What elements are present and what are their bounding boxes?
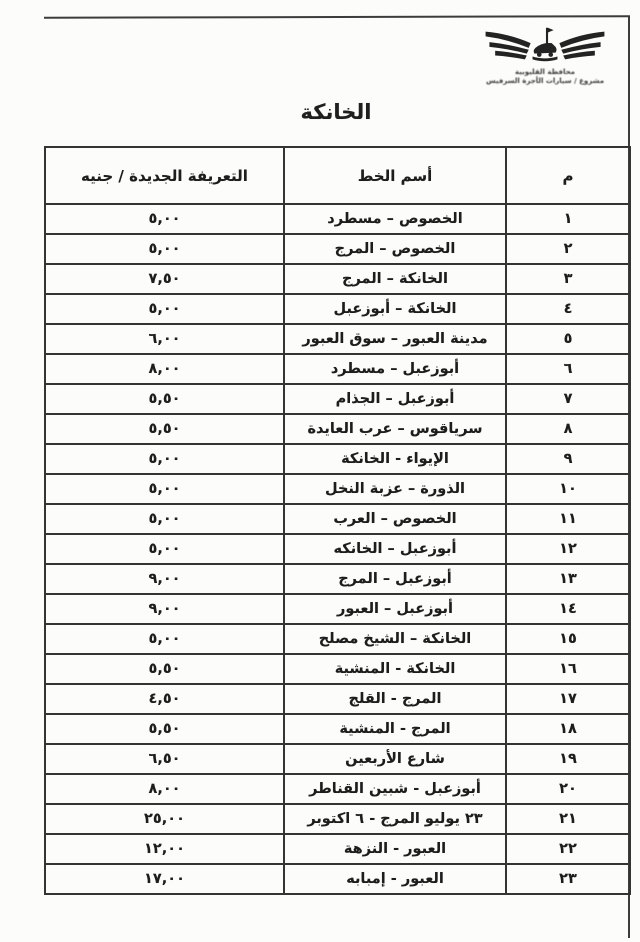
line-name: الخصوص – المرج — [284, 234, 506, 264]
row-index: ١٥ — [506, 624, 630, 654]
row-index: ٦ — [506, 354, 630, 384]
line-name: المرج - القلج — [284, 684, 506, 714]
page-top-border — [44, 15, 630, 19]
line-name: الخانكة – أبوزعبل — [284, 294, 506, 324]
line-tariff: ٦,٠٠ — [45, 324, 284, 354]
line-name: الخصوص – العرب — [284, 504, 506, 534]
header-row — [45, 147, 630, 204]
fare-table — [44, 146, 631, 895]
table-row — [45, 504, 630, 534]
line-tariff: ٧,٥٠ — [45, 264, 284, 294]
table-row — [45, 774, 630, 804]
line-tariff: ٨,٠٠ — [45, 774, 284, 804]
row-index: ١٨ — [506, 714, 630, 744]
line-tariff: ٨,٠٠ — [45, 354, 284, 384]
line-tariff: ٦,٥٠ — [45, 744, 284, 774]
line-tariff: ٥,٠٠ — [45, 234, 284, 264]
fare-table-body — [45, 204, 630, 894]
row-index: ١٢ — [506, 534, 630, 564]
table-row — [45, 384, 630, 414]
fare-table-header — [45, 147, 630, 204]
row-index: ٢١ — [506, 804, 630, 834]
line-tariff: ٥,٥٠ — [45, 714, 284, 744]
table-row — [45, 234, 630, 264]
line-name: أبوزعبل – الخانكه — [284, 534, 506, 564]
row-index: ١٧ — [506, 684, 630, 714]
line-name: الخانكة – المرج — [284, 264, 506, 294]
row-index: ٢٢ — [506, 834, 630, 864]
organization-name-line1: محافظة القليوبية — [515, 68, 575, 76]
line-name: الخانكة - المنشية — [284, 654, 506, 684]
row-index: ١٩ — [506, 744, 630, 774]
row-index: ١٠ — [506, 474, 630, 504]
line-tariff: ١٧,٠٠ — [45, 864, 284, 894]
table-row — [45, 294, 630, 324]
table-row — [45, 534, 630, 564]
row-index: ٧ — [506, 384, 630, 414]
table-row — [45, 864, 630, 894]
line-tariff: ٥,٠٠ — [45, 204, 284, 234]
line-name: الخصوص – مسطرد — [284, 204, 506, 234]
line-name: أبوزعبل - شبين القناطر — [284, 774, 506, 804]
table-row — [45, 324, 630, 354]
row-index: ١٦ — [506, 654, 630, 684]
column-header-line: أسم الخط — [284, 147, 506, 204]
line-tariff: ٥,٥٠ — [45, 414, 284, 444]
row-index: ١٤ — [506, 594, 630, 624]
line-name: أبوزعبل – المرج — [284, 564, 506, 594]
row-index: ١ — [506, 204, 630, 234]
table-row — [45, 264, 630, 294]
line-tariff: ٥,٥٠ — [45, 654, 284, 684]
table-row — [45, 624, 630, 654]
table-row — [45, 444, 630, 474]
row-index: ٢٣ — [506, 864, 630, 894]
table-row — [45, 594, 630, 624]
row-index: ٢ — [506, 234, 630, 264]
table-row — [45, 474, 630, 504]
line-name: ٢٣ يوليو المرج - ٦ اكتوبر — [284, 804, 506, 834]
table-row — [45, 744, 630, 774]
row-index: ٣ — [506, 264, 630, 294]
line-tariff: ٥,٠٠ — [45, 294, 284, 324]
line-tariff: ٥,٠٠ — [45, 474, 284, 504]
organization-name-line2: مشروع / سيارات الأجرة السرفيس — [485, 77, 605, 85]
row-index: ٥ — [506, 324, 630, 354]
winged-vehicle-emblem-icon — [476, 22, 614, 68]
column-header-index: م — [506, 147, 630, 204]
page-title: الخانكة — [300, 100, 372, 124]
line-name: أبوزعبل – العبور — [284, 594, 506, 624]
table-row — [45, 834, 630, 864]
row-index: ٩ — [506, 444, 630, 474]
row-index: ٨ — [506, 414, 630, 444]
line-tariff: ٤,٥٠ — [45, 684, 284, 714]
table-row — [45, 414, 630, 444]
line-tariff: ٥,٠٠ — [45, 534, 284, 564]
line-name: أبوزعبل – مسطرد — [284, 354, 506, 384]
line-tariff: ٥,٥٠ — [45, 384, 284, 414]
line-name: العبور - إمبابه — [284, 864, 506, 894]
line-name: شارع الأربعين — [284, 744, 506, 774]
table-row — [45, 714, 630, 744]
table-row — [45, 564, 630, 594]
table-row — [45, 804, 630, 834]
organization-logo — [476, 22, 614, 86]
line-name: أبوزعبل – الجذام — [284, 384, 506, 414]
row-index: ٤ — [506, 294, 630, 324]
table-row — [45, 354, 630, 384]
line-tariff: ٥,٠٠ — [45, 504, 284, 534]
line-name: العبور - النزهة — [284, 834, 506, 864]
table-row — [45, 654, 630, 684]
line-name: الذورة – عزبة النخل — [284, 474, 506, 504]
row-index: ١٣ — [506, 564, 630, 594]
line-name: سرياقوس – عرب العايدة — [284, 414, 506, 444]
line-name: المرج - المنشية — [284, 714, 506, 744]
line-tariff: ٩,٠٠ — [45, 594, 284, 624]
line-name: مدينة العبور – سوق العبور — [284, 324, 506, 354]
line-name: الإيواء - الخانكة — [284, 444, 506, 474]
row-index: ٢٠ — [506, 774, 630, 804]
line-tariff: ٩,٠٠ — [45, 564, 284, 594]
column-header-tariff: التعريفة الجديدة / جنيه — [45, 147, 284, 204]
line-tariff: ١٢,٠٠ — [45, 834, 284, 864]
line-tariff: ٢٥,٠٠ — [45, 804, 284, 834]
line-name: الخانكة – الشيخ مصلح — [284, 624, 506, 654]
table-row — [45, 204, 630, 234]
line-tariff: ٥,٠٠ — [45, 624, 284, 654]
row-index: ١١ — [506, 504, 630, 534]
table-row — [45, 684, 630, 714]
line-tariff: ٥,٠٠ — [45, 444, 284, 474]
